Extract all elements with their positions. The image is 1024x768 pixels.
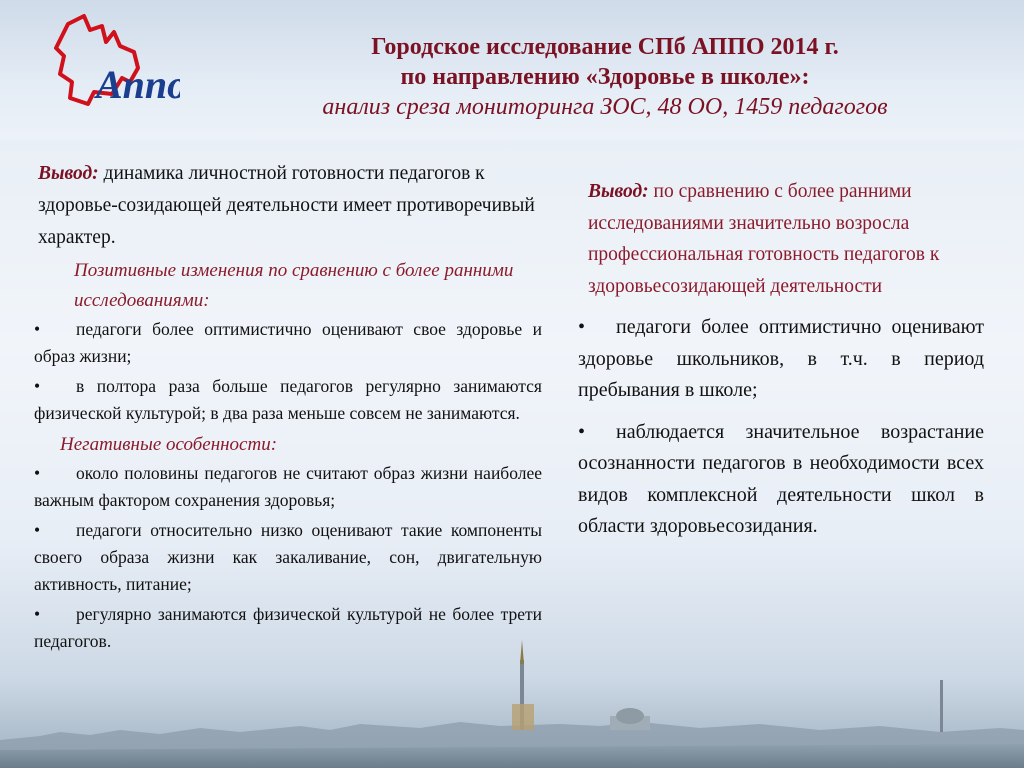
list-item: • регулярно занимаются физической культурой не более трети педагогов. xyxy=(34,601,542,655)
right-list xyxy=(578,312,984,543)
bullet-icon: • xyxy=(34,604,41,624)
city-skyline-image xyxy=(0,640,1024,768)
bullet-icon: • xyxy=(34,319,41,339)
negative-heading: Негативные особенности: xyxy=(60,434,278,455)
title-line-1: Городское исследование СПб АППО 2014 г. xyxy=(371,34,839,60)
list-item: • педагоги относительно низко оценивают такие компоненты своего образа жизни как закаливание, сон, двигательную активность, питание; xyxy=(34,517,542,598)
right-conclusion-text: по сравнению с более ранними исследованиями значительно возросла профессиональная готовность педагогов к здоровьесозидающей деятельности xyxy=(588,181,940,297)
positive-heading: Позитивные изменения по сравнению с более ранними исследованиями: xyxy=(74,260,514,311)
right-conclusion-label: Вывод: xyxy=(588,181,649,202)
left-conclusion xyxy=(34,158,542,254)
svg-text:Аппо: Аппо xyxy=(96,62,180,107)
list-item: • в полтора раза больше педагогов регулярно занимаются физической культурой; в два раза меньше совсем не занимаются. xyxy=(34,373,542,427)
bullet-icon: • xyxy=(34,376,41,396)
left-conclusion-text: динамика личностной готовности педагогов к здоровье-созидающей деятельности имеет противоречивый характер. xyxy=(38,163,535,248)
title-line-2: по направлению «Здоровье в школе»: xyxy=(400,64,810,90)
list-item: • наблюдается значительное возрастание осознанности педагогов в необходимости всех видов комплексной деятельности школ в области здоровьесозидания. xyxy=(578,417,984,543)
left-conclusion-label: Вывод: xyxy=(38,163,99,184)
list-item: • педагоги более оптимистично оценивают свое здоровье и образ жизни; xyxy=(34,316,542,370)
bullet-icon: • xyxy=(34,463,41,483)
right-conclusion xyxy=(588,176,984,302)
bullet-icon: • xyxy=(578,420,586,443)
appo-logo-icon xyxy=(50,12,180,122)
left-column xyxy=(34,158,542,658)
list-item: • педагоги более оптимистично оценивают здоровье школьников, в т.ч. в период пребывания в школе; xyxy=(578,312,984,407)
right-column xyxy=(578,176,984,553)
list-item: • около половины педагогов не считают образ жизни наиболее важным фактором сохранения здоровья; xyxy=(34,460,542,514)
bullet-icon: • xyxy=(578,316,586,338)
title-subtitle: анализ среза мониторинга ЗОС, 48 ОО, 1459 педагогов xyxy=(322,94,888,120)
bullet-icon: • xyxy=(34,520,41,540)
appo-logo xyxy=(50,12,180,122)
slide-title xyxy=(215,32,995,122)
